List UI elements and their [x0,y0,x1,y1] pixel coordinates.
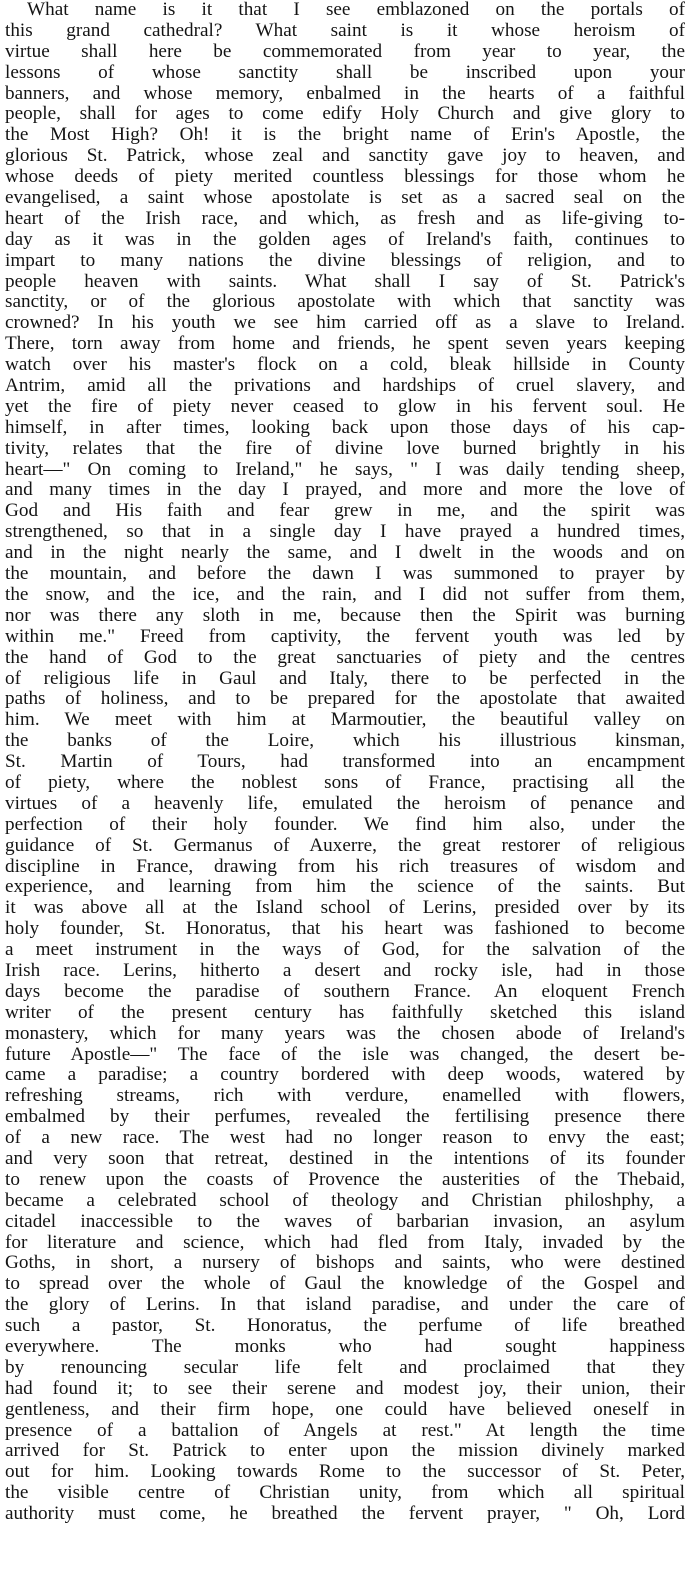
article-line: this grand cathedral? What saint is it whose heroism of [5,20,685,41]
article-line: out for him. Looking towards Rome to the successor of St. Peter, [5,1462,685,1483]
article-line: to renew upon the coasts of Provence the austerities of the Thebaid, [5,1169,685,1190]
article-line: holy founder, St. Honoratus, that his heart was fashioned to become [5,919,685,940]
article-line: the visible centre of Christian unity, from which all spiritual [5,1483,685,1504]
article-line: to spread over the whole of Gaul the knowledge of the Gospel and [5,1274,685,1295]
article-line: people heaven with saints. What shall I say of St. Patrick's [5,271,685,292]
article-line: embalmed by their perfumes, revealed the fertilising presence there [5,1107,685,1128]
article-line: discipline in France, drawing from his rich treasures of wisdom and [5,856,685,877]
article-line: arrived for St. Patrick to enter upon the mission divinely marked [5,1441,685,1462]
article-line: nor was there any sloth in me, because then the Spirit was burning [5,605,685,626]
article-line: future Apostle—" The face of the isle was changed, the desert be- [5,1044,685,1065]
article-line: and many times in the day I prayed, and more and more the love of [5,480,685,501]
article-line: impart to many nations the divine blessings of religion, and to [5,250,685,271]
article-line: watch over his master's flock on a cold, bleak hillside in County [5,355,685,376]
article-line: day as it was in the golden ages of Ireland's faith, continues to [5,229,685,250]
article-line: strengthened, so that in a single day I have prayed a hundred times, [5,522,685,543]
article-line: perfection of their holy founder. We find him also, under the [5,814,685,835]
article-line: Antrim, amid all the privations and hardships of cruel slavery, and [5,376,685,397]
article-line: of piety, where the noblest sons of France, practising all the [5,772,685,793]
article-line: God and His faith and fear grew in me, and the spirit was [5,501,685,522]
article-line: Irish race. Lerins, hitherto a desert and rocky isle, had in those [5,960,685,981]
article-line: the snow, and the ice, and the rain, and I did not suffer from them, [5,584,685,605]
article-line: the hand of God to the great sanctuaries of piety and the centres [5,647,685,668]
article-line: sanctity, or of the glorious apostolate with which that sanctity was [5,292,685,313]
article-line: himself, in after times, looking back upon those days of his cap- [5,417,685,438]
article-line: the glory of Lerins. In that island paradise, and under the care of [5,1295,685,1316]
article-line: and in the night nearly the same, and I dwelt in the woods and on [5,543,685,564]
article-line: refreshing streams, rich with verdure, enamelled with flowers, [5,1086,685,1107]
article-line: people, shall for ages to come edify Holy Church and give glory to [5,104,685,125]
article-line: monastery, which for many years was the chosen abode of Ireland's [5,1023,685,1044]
article-line: such a pastor, St. Honoratus, the perfume of life breathed [5,1316,685,1337]
article-line: days become the paradise of southern France. An eloquent French [5,981,685,1002]
article-line: him. We meet with him at Marmoutier, the beautiful valley on [5,710,685,731]
article-line: became a celebrated school of theology and Christian philoshphy, a [5,1190,685,1211]
article-line: of religious life in Gaul and Italy, there to be perfected in the [5,668,685,689]
article-line: heart—" On coming to Ireland," he says, " I was daily tending sheep, [5,459,685,480]
article-line: a meet instrument in the ways of God, for the salvation of the [5,940,685,961]
article-line: virtue shall here be commemorated from year to year, the [5,41,685,62]
article-line: Goths, in short, a nursery of bishops and saints, who were destined [5,1253,685,1274]
article-line: writer of the present century has faithfully sketched this island [5,1002,685,1023]
article-line: St. Martin of Tours, had transformed into an encampment [5,752,685,773]
article-line: the mountain, and before the dawn I was summoned to prayer by [5,564,685,585]
article-line: presence of a battalion of Angels at rest." At length the time [5,1420,685,1441]
article-line: What name is it that I see emblazoned on the portals of [27,0,685,20]
article-line: within me." Freed from captivity, the fervent youth was led by [5,626,685,647]
article-line: glorious St. Patrick, whose zeal and sanctity gave joy to heaven, and [5,146,685,167]
article-line: and very soon that retreat, destined in the intentions of its founder [5,1148,685,1169]
article-line: the Most High? Oh! it is the bright name of Erin's Apostle, the [5,125,685,146]
article-line: everywhere. The monks who had sought happiness [5,1337,685,1357]
article-body [5,0,685,1525]
article-line: for literature and science, which had fled from Italy, invaded by the [5,1232,685,1253]
article-line: lessons of whose sanctity shall be inscribed upon your [5,62,685,83]
article-line: yet the fire of piety never ceased to glow in his fervent soul. He [5,396,685,417]
article-line: heart of the Irish race, and which, as fresh and as life-giving to- [5,208,685,229]
article-line: paths of holiness, and to be prepared for the apostolate that awaited [5,689,685,710]
article-line: gentleness, and their firm hope, one could have believed oneself in [5,1399,685,1420]
article-line: authority must come, he breathed the fervent prayer, " Oh, Lord [5,1504,685,1525]
article-line: guidance of St. Germanus of Auxerre, the great restorer of religious [5,835,685,856]
article-line: banners, and whose memory, enbalmed in the hearts of a faithful [5,83,685,104]
article-line: evangelised, a saint whose apostolate is set as a sacred seal on the [5,188,685,209]
article-line: the banks of the Loire, which his illustrious kinsman, [5,731,685,752]
article-line: of a new race. The west had no longer reason to envy the east; [5,1128,685,1149]
article-line: citadel inaccessible to the waves of barbarian invasion, an asylum [5,1211,685,1232]
article-line: crowned? In his youth we see him carried off as a slave to Ireland. [5,313,685,334]
article-line: by renouncing secular life felt and proclaimed that they [5,1357,685,1378]
article-line: it was above all at the Island school of Lerins, presided over by its [5,898,685,919]
article-line: virtues of a heavenly life, emulated the heroism of penance and [5,793,685,814]
article-line: whose deeds of piety merited countless blessings for those whom he [5,167,685,188]
article-line: had found it; to see their serene and modest joy, their union, their [5,1378,685,1399]
article-line: tivity, relates that the fire of divine love burned brightly in his [5,438,685,459]
article-line: came a paradise; a country bordered with deep woods, watered by [5,1065,685,1086]
article-line: There, torn away from home and friends, he spent seven years keeping [5,334,685,355]
article-line: experience, and learning from him the science of the saints. But [5,877,685,898]
